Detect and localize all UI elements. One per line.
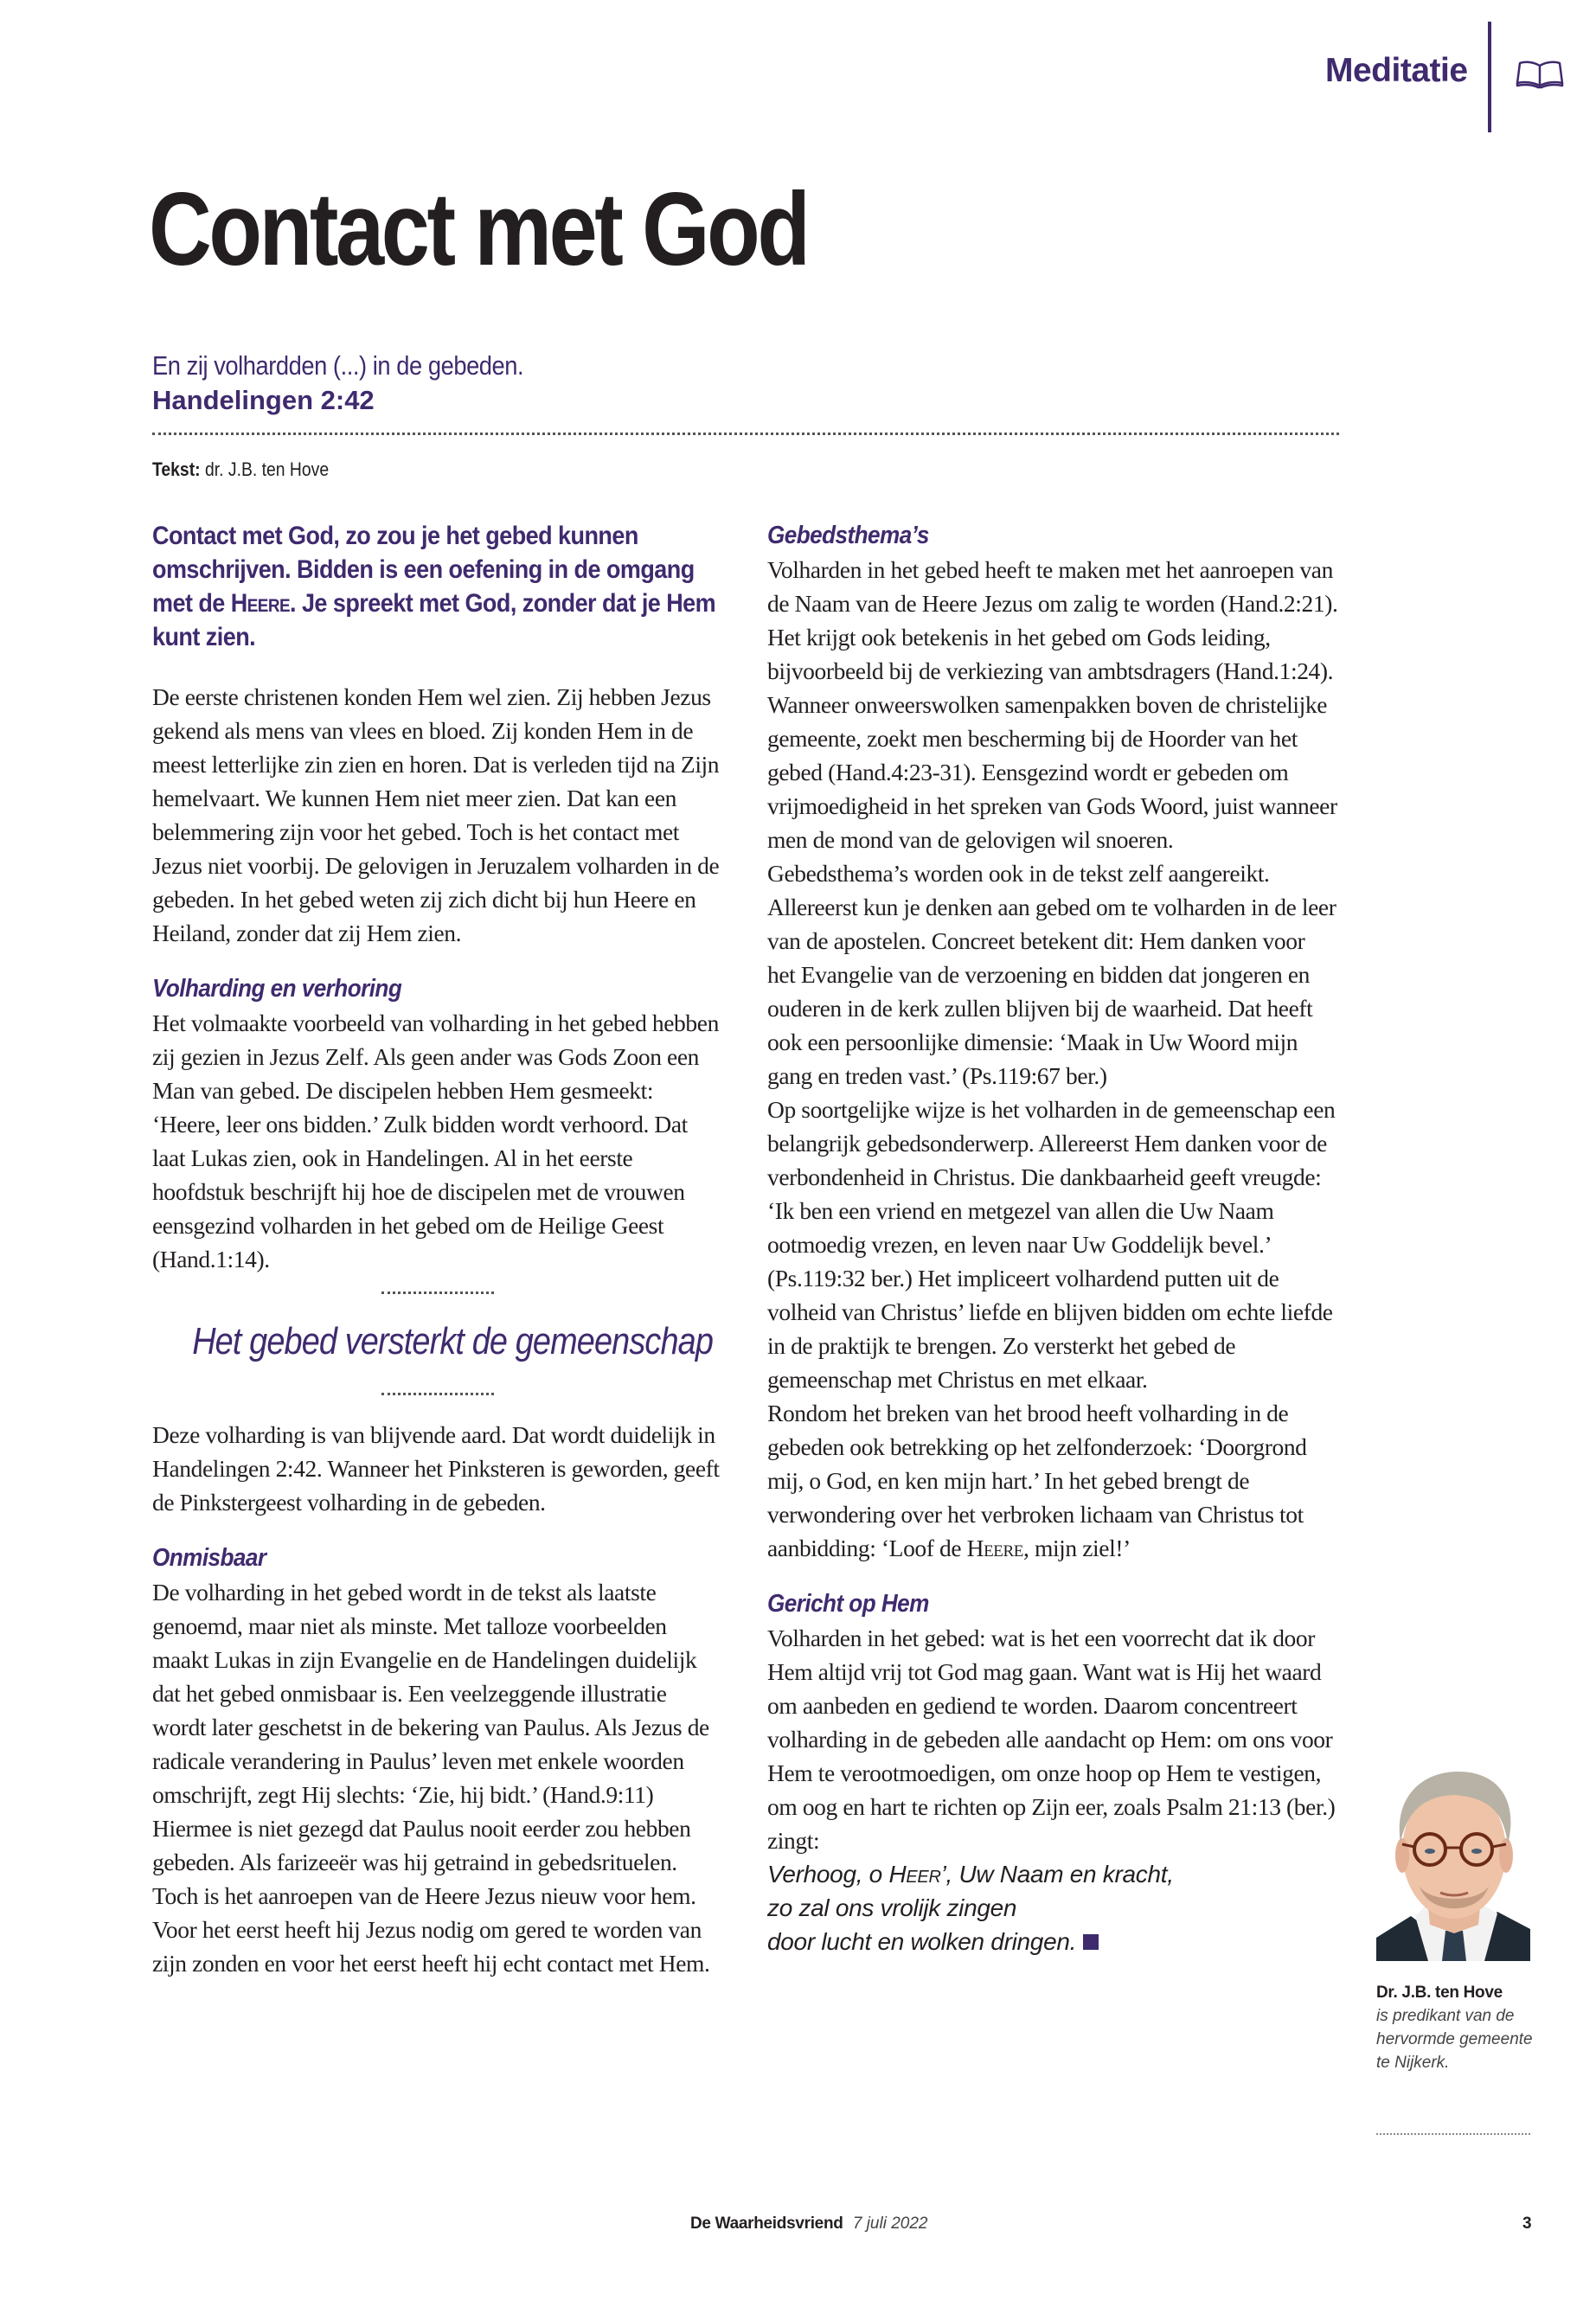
intro-text-end: . Je spreekt met God, zonder dat je Hem kunt zien. [152,589,716,651]
author-role: is predikant van de hervormde gemeente te Nijkerk. [1376,2007,1533,2072]
psalm-line: zo zal ons vrolijk zingen [767,1894,1017,1921]
intro-lord: Heere [230,589,291,618]
psalm-text: door lucht en wolken dringen. [767,1928,1077,1955]
subheading-volharding: Volharding en verhoring [152,975,402,1003]
page-number: 3 [1522,2214,1532,2233]
pull-quote-dots-top [381,1292,494,1294]
byline-author: dr. J.B. ten Hove [204,458,330,480]
psalm-line [767,1925,1338,1958]
pull-quote [152,1292,723,1395]
lord-smallcaps: Heere [966,1535,1023,1561]
page-title: Contact met God [149,171,808,287]
intro-text: Contact met God, zo zou je het gebed kunnen omschrijven. Bidden is een oefening in de omgang met de [152,522,695,618]
publication-name: De Waarheidsvriend [690,2214,843,2233]
section-label: Meditatie [1325,52,1468,89]
end-mark-icon [1083,1934,1099,1950]
psalm-lord: Heer [888,1861,941,1888]
pull-quote-text: Het gebed versterkt de gemeenschap [192,1320,714,1362]
right-column [767,519,1338,1958]
subheading-gericht-op-hem: Gericht op Hem [767,1590,929,1618]
verse-text: En zij volhardden (...) in de gebeden. [152,350,524,381]
psalm-text: ’, Uw Naam en kracht, [940,1861,1174,1888]
paragraph: Volharden in het gebed heeft te maken met het aanroepen van de Naam van de Heere Jezus om zalig te worden (Hand.2:21). Het krijgt ook betekenis in het gebed om Gods leiding, bijvoorbeeld bij de verkiezing van ambtsdragers (Hand.1:24). Wanneer onweerswolken samenpakken boven de christelijke gemeente, zoekt men bescherming bij de Hoorder van het gebed (Hand.4:23-31). Eensgezind wordt er gebeden om vrijmoedigheid in het spreken van Gods Woord, juist wanneer men de mond van de gelovigen wil snoeren. [767,556,1338,853]
paragraph [767,1396,1338,1565]
intro-paragraph [152,519,725,654]
subheading-onmisbaar: Onmisbaar [152,1544,266,1572]
author-caption [1376,1981,1536,2074]
paragraph: Deze volharding is van blijvende aard. Dat wordt duidelijk in Handelingen 2:42. Wanneer het Pinksteren is geworden, geeft de Pinkstergeest volharding in de gebeden. [152,1421,720,1516]
psalm-line [767,1857,1338,1891]
paragraph: Het volmaakte voorbeeld van volharding in het gebed hebben zij gezien in Jezus Zelf. Als geen ander was Gods Zoon een Man van gebed. De discipelen hebben Hem gesmeekt: ‘Heere, leer ons bidden.’ Zulk bidden wordt verhoord. Dat laat Lukas zien, ook in Handelingen. Al in het eerste hoofdstuk beschrijft hij hoe de discipelen met de vrouwen eensgezind volharden in het gebed om de Heilige Geest (Hand.1:14). [152,1009,719,1272]
open-book-icon [1516,59,1564,90]
byline-label: Tekst: [152,458,201,480]
psalm-text: Verhoog, o [767,1861,889,1888]
verse-reference: Handelingen 2:42 [152,385,375,415]
caption-divider [1376,2133,1530,2135]
psalm-quote [767,1857,1338,1958]
paragraph: De volharding in het gebed wordt in de tekst als laatste genoemd, maar niet als minste. Met talloze voorbeelden maakt Lukas in zijn Evangelie en de Handelingen duidelijk dat het gebed onmisbaar is. Een veelzeggende illustratie wordt later geschetst in de bekering van Paulus. Als Jezus de radicale verandering in Paulus’ leven met enkele woorden omschrijft, zegt Hij slechts: ‘Zie, hij bidt.’ (Hand.9:11) Hiermee is niet gezegd dat Paulus nooit eerder zou hebben gebeden. Als farizeeër was hij getraind in gebedsrituelen. Toch is het aanroepen van de Heere Jezus nieuw voor hem. Voor het eerst heeft hij Jezus nodig om gered te worden van zijn zonden en voor het eerst heeft hij echt contact met Hem. [152,1579,710,1977]
author-name: Dr. J.B. ten Hove [1376,1984,1503,2002]
paragraph: De eerste christenen konden Hem wel zien. Zij hebben Jezus gekend als mens van vlees en bloed. Zij konden Hem in de meest letterlijke zin zien en horen. Dat is verleden tijd na Zijn hemelvaart. We kunnen Hem niet meer zien. Dat kan een belemmering zijn voor het gebed. Toch is het contact met Jezus niet voorbij. De gelovigen in Jeruzalem volharden in de gebeden. In het gebed weten zij zich dicht bij hun Heere en Heiland, zonder dat zij Hem zien. [152,683,720,946]
paragraph: Volharden in het gebed: wat is het een voorrecht dat ik door Hem altijd vrij tot God mag gaan. Want wat is Hij het waard om aanbeden en gediend te worden. Daarom concentreert volharding in de gebeden alle aandacht op Hem: om ons voor Hem te verootmoedigen, om onze hoop op Hem te vestigen, om oog en hart te richten op Zijn eer, zoals Psalm 21:13 (ber.) zingt: [767,1625,1336,1854]
subheading-gebedsthemas: Gebedsthema’s [767,522,929,549]
dotted-divider [152,433,1339,435]
author-portrait-photo [1376,1765,1530,1961]
pull-quote-dots-bottom [381,1393,494,1395]
footer [690,2214,927,2234]
header-divider [1488,22,1491,132]
byline [152,458,329,481]
paragraph: Gebedsthema’s worden ook in de tekst zelf aangereikt. Allereerst kun je denken aan gebed om te volharden in de leer van de apostelen. Concreet betekent dit: Hem danken voor het Evangelie van de verzoening en bidden dat jongeren en ouderen in de kerk zullen blijven bij de waarheid. Dat heeft ook een persoonlijke dimensie: ‘Maak in Uw Woord mijn gang en treden vast.’ (Ps.119:67 ber.) [767,860,1336,1089]
publication-date: 7 juli 2022 [852,2214,928,2233]
paragraph: Op soortgelijke wijze is het volharden in de gemeenschap een belangrijk gebedsonderwerp. Allereerst Hem danken voor de verbondenheid in Christus. Die dankbaarheid geeft vreugde: ‘Ik ben een vriend en metgezel van allen die Uw Naam ootmoedig vrezen, en leven naar Uw Goddelijk bevel.’ (Ps.119:32 ber.) Het impliceert volhardend putten uit de volheid van Christus’ liefde en blijven bidden om echte liefde in de praktijk te brengen. Zo versterkt het gebed de gemeenschap met Christus en met elkaar. [767,1096,1336,1393]
paragraph-text-end: , mijn ziel!’ [1023,1535,1131,1561]
left-column [152,519,723,1980]
paragraph-text: Rondom het breken van het brood heeft volharding in de gebeden ook betrekking op het zelfonderzoek: ‘Doorgrond mij, o God, en ken mijn hart.’ In het gebed brengt de verwondering over het verbroken lichaam van Christus tot aanbidding: ‘Loof de [767,1400,1307,1561]
